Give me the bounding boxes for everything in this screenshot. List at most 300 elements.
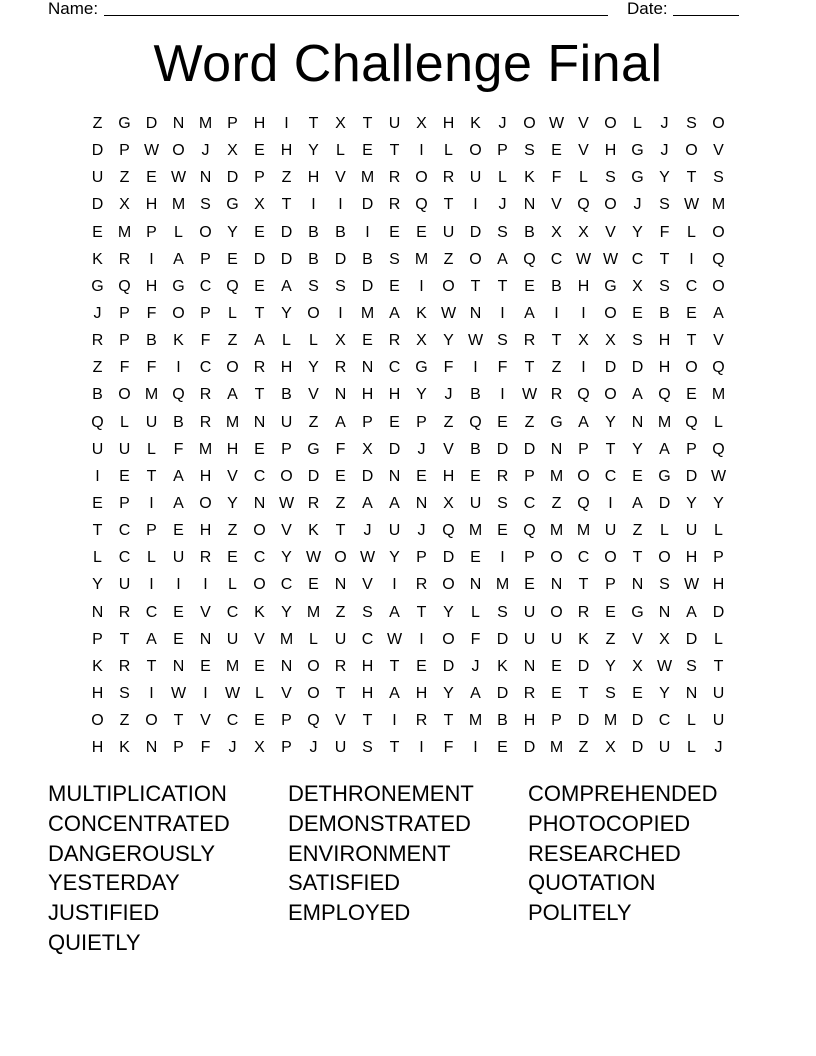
grid-cell: T	[470, 277, 481, 295]
grid-cell: O	[118, 386, 131, 404]
grid-cell: Z	[335, 494, 346, 512]
grid-cell: W	[305, 549, 322, 567]
grid-cell: D	[307, 467, 320, 485]
grid-cell: K	[254, 603, 265, 621]
grid-cell: O	[604, 304, 617, 322]
grid-cell: Z	[119, 712, 130, 730]
grid-cell: F	[146, 304, 157, 322]
grid-cell: G	[604, 277, 617, 295]
grid-cell: Q	[658, 386, 671, 404]
grid-cell: E	[497, 522, 508, 540]
grid-cell: Q	[712, 250, 725, 268]
grid-cell: E	[389, 277, 400, 295]
grid-cell: W	[440, 304, 457, 322]
grid-cell: R	[523, 684, 536, 702]
grid-cell: J	[93, 304, 102, 322]
grid-cell: H	[685, 549, 698, 567]
grid-cell: X	[632, 277, 643, 295]
grid-cell: S	[497, 494, 508, 512]
grid-cell: C	[388, 359, 401, 377]
grid-cell: Z	[227, 522, 238, 540]
word-list-item: SATISFIED	[288, 870, 401, 896]
grid-cell: U	[388, 522, 401, 540]
grid-cell: Y	[605, 657, 616, 675]
grid-cell: Q	[577, 196, 590, 214]
grid-cell: I	[419, 739, 424, 757]
grid-cell: H	[253, 115, 266, 132]
grid-cell: Z	[551, 359, 562, 377]
grid-cell: M	[360, 169, 375, 187]
grid-cell: E	[254, 712, 265, 730]
grid-cell: P	[551, 712, 562, 730]
grid-cell: I	[473, 359, 478, 377]
grid-cell: E	[551, 684, 562, 702]
word-list-item: CONCENTRATED	[48, 810, 230, 836]
grid-cell: U	[118, 440, 131, 458]
grid-cell: D	[658, 494, 671, 512]
grid-cell: T	[362, 712, 373, 730]
grid-cell: O	[604, 196, 617, 214]
grid-cell: F	[200, 332, 211, 350]
grid-cell: C	[550, 250, 563, 268]
grid-cell: O	[712, 223, 725, 241]
grid-cell: W	[359, 549, 376, 567]
grid-cell: T	[254, 304, 265, 322]
grid-cell: E	[632, 304, 643, 322]
grid-cell: Y	[227, 494, 238, 512]
grid-cell: V	[335, 169, 346, 187]
grid-cell: M	[549, 467, 564, 485]
grid-cell: P	[119, 494, 130, 512]
grid-cell: K	[308, 522, 319, 540]
grid-cell: A	[389, 603, 400, 621]
grid-cell: A	[470, 684, 481, 702]
grid-cell: D	[334, 250, 347, 268]
grid-cell: E	[254, 440, 265, 458]
grid-cell: I	[284, 115, 289, 132]
grid-cell: E	[551, 657, 562, 675]
grid-cell: W	[386, 630, 403, 648]
grid-cell: M	[198, 440, 213, 458]
grid-cell: L	[660, 522, 669, 540]
grid-cell: O	[712, 115, 725, 132]
grid-cell: N	[199, 630, 212, 648]
grid-cell: D	[577, 657, 590, 675]
grid-cell: V	[632, 630, 643, 648]
grid-cell: Z	[551, 494, 562, 512]
grid-cell: O	[91, 712, 104, 730]
page-title: Word Challenge Final	[153, 35, 663, 93]
grid-cell: H	[91, 684, 104, 702]
grid-cell: G	[631, 603, 644, 621]
grid-cell: I	[149, 250, 154, 268]
grid-cell: S	[686, 657, 697, 675]
grid-cell: P	[146, 522, 157, 540]
grid-cell: T	[281, 196, 292, 214]
grid-cell: D	[496, 440, 509, 458]
grid-cell: G	[226, 196, 239, 214]
grid-cell: I	[176, 359, 181, 377]
word-list-item: QUOTATION	[528, 870, 656, 896]
grid-cell: Y	[632, 440, 643, 458]
grid-cell: X	[416, 115, 427, 132]
grid-cell: O	[253, 576, 266, 594]
grid-cell: M	[414, 250, 429, 268]
grid-cell: T	[578, 576, 589, 594]
grid-cell: I	[554, 304, 559, 322]
grid-cell: I	[689, 250, 694, 268]
grid-cell: Z	[443, 413, 454, 431]
grid-cell: Q	[712, 359, 725, 377]
grid-cell: Z	[578, 739, 589, 757]
grid-cell: F	[470, 630, 481, 648]
grid-cell: E	[335, 467, 346, 485]
grid-cell: J	[471, 657, 480, 675]
grid-cell: H	[442, 467, 455, 485]
grid-cell: O	[604, 386, 617, 404]
grid-cell: U	[658, 739, 671, 757]
grid-cell: M	[117, 223, 132, 241]
grid-cell: V	[578, 142, 589, 160]
name-label: Name:	[48, 0, 99, 18]
word-list	[48, 781, 768, 960]
grid-cell: W	[467, 332, 484, 350]
grid-cell: H	[361, 684, 374, 702]
grid-cell: P	[119, 332, 130, 350]
grid-cell: B	[308, 250, 319, 268]
grid-cell: H	[442, 115, 455, 132]
grid-cell: M	[657, 413, 672, 431]
grid-cell: E	[254, 223, 265, 241]
grid-cell: O	[307, 657, 320, 675]
grid-cell: O	[253, 522, 266, 540]
grid-cell: V	[227, 467, 238, 485]
grid-cell: X	[632, 657, 643, 675]
grid-cell: E	[254, 142, 265, 160]
grid-cell: O	[604, 549, 617, 567]
grid-cell: Q	[685, 413, 698, 431]
grid-cell: V	[578, 115, 589, 132]
grid-cell: E	[227, 549, 238, 567]
grid-cell: J	[417, 522, 426, 540]
grid-cell: C	[226, 603, 239, 621]
grid-cell: T	[254, 386, 265, 404]
grid-cell: V	[281, 684, 292, 702]
grid-cell: H	[199, 467, 212, 485]
grid-cell: D	[280, 223, 293, 241]
grid-cell: X	[335, 115, 346, 132]
grid-cell: L	[714, 522, 723, 540]
grid-cell: M	[306, 603, 321, 621]
grid-cell: N	[388, 467, 401, 485]
grid-cell: X	[605, 332, 616, 350]
grid-cell: J	[309, 739, 318, 757]
grid-cell: Q	[307, 712, 320, 730]
grid-cell: T	[578, 684, 589, 702]
grid-cell: L	[714, 630, 723, 648]
grid-cell: Y	[632, 223, 643, 241]
grid-cell: I	[176, 576, 181, 594]
grid-cell: C	[604, 467, 617, 485]
grid-cell: B	[524, 223, 535, 241]
grid-cell: R	[415, 576, 428, 594]
grid-cell: X	[551, 223, 562, 241]
grid-cell: W	[656, 657, 673, 675]
grid-cell: D	[388, 440, 401, 458]
grid-cell: I	[581, 359, 586, 377]
grid-cell: S	[659, 196, 670, 214]
grid-cell: S	[659, 277, 670, 295]
grid-cell: A	[335, 413, 346, 431]
grid-cell: L	[309, 630, 318, 648]
grid-cell: E	[686, 386, 697, 404]
grid-cell: H	[361, 386, 374, 404]
grid-cell: A	[227, 386, 238, 404]
grid-cell: N	[415, 494, 428, 512]
grid-cell: J	[660, 142, 669, 160]
grid-cell: D	[523, 739, 536, 757]
grid-cell: X	[119, 196, 130, 214]
grid-cell: S	[335, 277, 346, 295]
grid-cell: N	[334, 386, 347, 404]
grid-cell: D	[631, 712, 644, 730]
grid-cell: O	[334, 549, 347, 567]
grid-cell: T	[443, 196, 454, 214]
grid-cell: T	[92, 522, 103, 540]
grid-cell: M	[711, 196, 726, 214]
grid-cell: N	[523, 196, 536, 214]
grid-cell: D	[91, 142, 104, 160]
grid-cell: W	[602, 250, 619, 268]
grid-cell: E	[362, 142, 373, 160]
grid-cell: E	[416, 467, 427, 485]
grid-cell: K	[497, 657, 508, 675]
grid-cell: G	[631, 169, 644, 187]
grid-cell: O	[442, 630, 455, 648]
grid-cell: Q	[415, 196, 428, 214]
grid-cell: W	[278, 494, 295, 512]
grid-cell: B	[659, 304, 670, 322]
grid-cell: E	[227, 250, 238, 268]
grid-cell: V	[254, 630, 265, 648]
grid-cell: C	[118, 522, 131, 540]
grid-cell: Z	[119, 169, 130, 187]
grid-cell: U	[280, 413, 293, 431]
grid-cell: Y	[443, 332, 454, 350]
grid-cell: S	[605, 169, 616, 187]
grid-cell: M	[468, 712, 483, 730]
grid-cell: T	[686, 332, 697, 350]
grid-cell: S	[389, 250, 400, 268]
grid-cell: N	[145, 739, 158, 757]
grid-cell: U	[226, 630, 239, 648]
grid-cell: M	[711, 386, 726, 404]
grid-cell: S	[308, 277, 319, 295]
grid-cell: O	[577, 467, 590, 485]
grid-cell: R	[442, 169, 455, 187]
grid-cell: X	[362, 440, 373, 458]
grid-cell: C	[226, 712, 239, 730]
grid-cell: E	[254, 657, 265, 675]
grid-cell: E	[470, 467, 481, 485]
grid-cell: Y	[227, 223, 238, 241]
grid-cell: O	[550, 603, 563, 621]
grid-cell: E	[92, 223, 103, 241]
grid-cell: L	[174, 223, 183, 241]
grid-cell: L	[471, 603, 480, 621]
date-label: Date:	[627, 0, 668, 18]
grid-cell: F	[659, 223, 670, 241]
grid-cell: H	[307, 169, 320, 187]
grid-cell: S	[605, 684, 616, 702]
grid-cell: H	[604, 142, 617, 160]
grid-cell: U	[523, 603, 536, 621]
grid-cell: A	[659, 440, 670, 458]
grid-cell: P	[605, 576, 616, 594]
grid-cell: O	[172, 142, 185, 160]
grid-cell: Q	[523, 522, 536, 540]
grid-cell: Y	[443, 603, 454, 621]
grid-cell: D	[469, 223, 482, 241]
grid-cell: N	[550, 576, 563, 594]
grid-cell: P	[416, 413, 427, 431]
grid-cell: Y	[659, 169, 670, 187]
grid-cell: C	[199, 359, 212, 377]
grid-cell: E	[524, 277, 535, 295]
grid-cell: O	[199, 494, 212, 512]
grid-cell: T	[632, 549, 643, 567]
grid-cell: M	[279, 630, 294, 648]
grid-cell: N	[91, 603, 104, 621]
grid-cell: W	[548, 115, 565, 132]
grid-cell: N	[469, 576, 482, 594]
grid-cell: L	[714, 413, 723, 431]
grid-cell: Y	[713, 494, 724, 512]
grid-cell: Y	[308, 142, 319, 160]
grid-cell: C	[199, 277, 212, 295]
grid-cell: I	[419, 630, 424, 648]
grid-cell: Y	[443, 684, 454, 702]
grid-cell: P	[686, 440, 697, 458]
date-blank-line	[673, 15, 739, 16]
grid-cell: B	[470, 386, 481, 404]
grid-cell: V	[308, 386, 319, 404]
grid-cell: H	[199, 522, 212, 540]
grid-cell: Y	[389, 549, 400, 567]
grid-cell: U	[91, 169, 104, 187]
grid-cell: U	[388, 115, 401, 132]
grid-cell: Z	[443, 250, 454, 268]
grid-cell: U	[442, 223, 455, 241]
grid-cell: R	[496, 467, 509, 485]
grid-cell: A	[389, 494, 400, 512]
grid-cell: P	[173, 739, 184, 757]
grid-cell: T	[389, 739, 400, 757]
grid-cell: D	[496, 684, 509, 702]
grid-cell: O	[307, 304, 320, 322]
grid-cell: I	[203, 576, 208, 594]
grid-cell: D	[685, 467, 698, 485]
grid-cell: C	[685, 277, 698, 295]
grid-cell: F	[173, 440, 184, 458]
grid-cell: M	[225, 657, 240, 675]
grid-cell: J	[633, 196, 642, 214]
grid-cell: H	[226, 440, 239, 458]
grid-cell: R	[307, 494, 320, 512]
grid-cell: T	[335, 522, 346, 540]
grid-cell: Y	[308, 359, 319, 377]
grid-cell: E	[551, 142, 562, 160]
grid-cell: I	[338, 196, 343, 214]
grid-cell: M	[576, 522, 591, 540]
grid-cell: E	[686, 304, 697, 322]
grid-cell: I	[149, 684, 154, 702]
grid-cell: N	[685, 684, 698, 702]
grid-cell: S	[659, 576, 670, 594]
grid-cell: O	[658, 549, 671, 567]
grid-cell: A	[173, 467, 184, 485]
grid-cell: L	[633, 115, 642, 132]
grid-cell: N	[469, 304, 482, 322]
grid-cell: P	[713, 549, 724, 567]
grid-cell: Y	[281, 603, 292, 621]
grid-cell: M	[144, 386, 159, 404]
grid-cell: B	[92, 386, 103, 404]
grid-cell: M	[225, 413, 240, 431]
grid-cell: S	[497, 603, 508, 621]
grid-cell: B	[362, 250, 373, 268]
grid-cell: A	[389, 304, 400, 322]
grid-cell: R	[388, 169, 401, 187]
grid-cell: D	[604, 359, 617, 377]
grid-cell: U	[685, 522, 698, 540]
grid-cell: D	[685, 630, 698, 648]
grid-cell: F	[200, 739, 211, 757]
grid-cell: U	[172, 549, 185, 567]
grid-cell: P	[281, 440, 292, 458]
grid-cell: M	[495, 576, 510, 594]
grid-cell: E	[173, 630, 184, 648]
word-list-item: POLITELY	[528, 900, 632, 926]
grid-cell: F	[497, 359, 508, 377]
grid-cell: E	[416, 657, 427, 675]
grid-cell: D	[577, 712, 590, 730]
grid-cell: O	[172, 304, 185, 322]
grid-cell: Z	[632, 522, 643, 540]
grid-cell: Y	[281, 304, 292, 322]
grid-cell: B	[308, 223, 319, 241]
grid-cell: D	[442, 549, 455, 567]
grid-cell: Q	[172, 386, 185, 404]
grid-cell: G	[550, 413, 563, 431]
word-list-item: DEMONSTRATED	[288, 810, 471, 836]
grid-cell: M	[198, 115, 213, 132]
grid-cell: R	[199, 549, 212, 567]
grid-cell: J	[498, 115, 507, 132]
grid-cell: H	[415, 684, 428, 702]
grid-cell: O	[415, 169, 428, 187]
grid-cell: J	[444, 386, 453, 404]
word-list-item: RESEARCHED	[528, 840, 681, 866]
grid-cell: K	[92, 250, 103, 268]
grid-cell: T	[335, 684, 346, 702]
grid-cell: S	[200, 196, 211, 214]
grid-cell: Q	[712, 440, 725, 458]
grid-cell: M	[171, 196, 186, 214]
grid-cell: F	[443, 359, 454, 377]
grid-cell: U	[550, 630, 563, 648]
grid-cell: E	[632, 467, 643, 485]
